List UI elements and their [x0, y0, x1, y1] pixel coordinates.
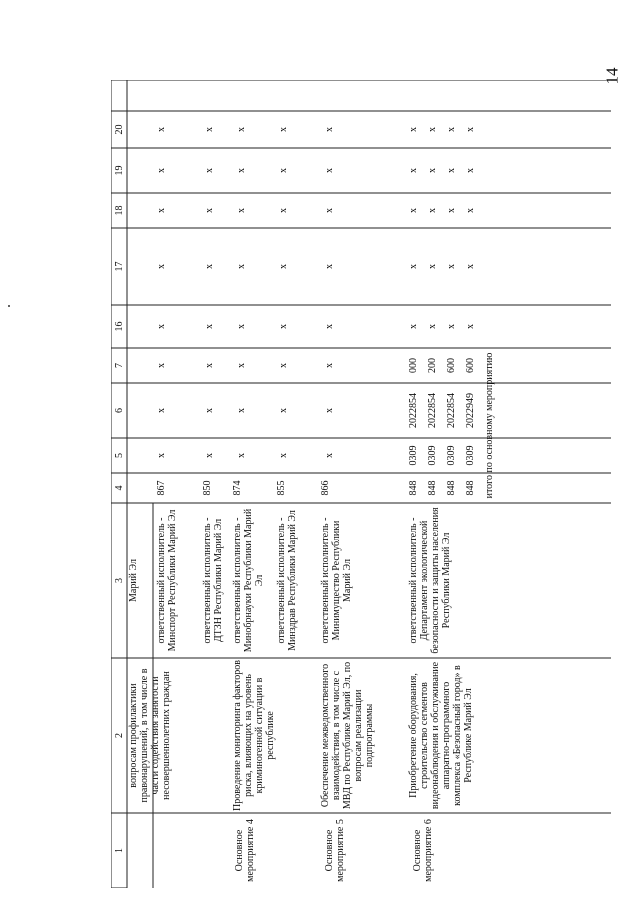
prev-responsible-tail: Марий Эл [128, 559, 139, 602]
header-col-7: 7 [114, 363, 125, 368]
col7-value: х [156, 363, 167, 368]
col20-value: х [446, 127, 457, 132]
measure-6-label: Основное мероприятие 6 [412, 819, 434, 882]
header-col-16: 16 [114, 321, 125, 332]
col18-value: х [324, 208, 335, 213]
col19-value: х [278, 168, 289, 173]
col16-value: х [408, 324, 419, 329]
col18-value: х [408, 208, 419, 213]
responsible-minobrnauki: ответственный исполнитель - Минобрнауки Республики Марий Эл [232, 508, 265, 653]
col7-value: 000 [408, 358, 419, 373]
col4-value: 850 [202, 480, 213, 496]
col4-value: 874 [232, 480, 243, 496]
col20-value: х [156, 127, 167, 132]
col19-value: х [446, 168, 457, 173]
col4-value: 848 [446, 480, 457, 496]
col5-value: х [278, 453, 289, 458]
col17-value: х [204, 264, 215, 269]
col17-value: х [465, 264, 476, 269]
col19-value: х [427, 168, 438, 173]
col6-value: х [236, 408, 247, 413]
header-col-1: 1 [114, 848, 125, 853]
col16-value: х [446, 324, 457, 329]
col4-value: 855 [276, 480, 287, 496]
col18-value: х [278, 208, 289, 213]
col6-value: х [204, 408, 215, 413]
col19-value: х [465, 168, 476, 173]
measure-6-description: Приобретение оборудования, строительство сегментов видеонаблюдения и обслуживание аппаратно-программного комплекса «Безопасный город» в Республике Марий Эл [408, 661, 474, 810]
col6-value: 2022854 [408, 393, 419, 428]
rotated-table [111, 80, 611, 888]
header-col-3: 3 [114, 578, 125, 583]
header-col-17: 17 [114, 261, 125, 272]
col17-value: х [156, 264, 167, 269]
col20-value: х [236, 127, 247, 132]
prev-measure-description: вопросам профилактики правонарушений, в том числе в части содействия занятости несовершеннолетних граждан [128, 668, 172, 803]
col20-value: х [324, 127, 335, 132]
responsible-minsport: ответственный исполнитель - Минспорт Республики Марий Эл [156, 509, 178, 652]
col18-value: х [204, 208, 215, 213]
col5-value: 0309 [427, 445, 438, 466]
col20-value: х [408, 127, 419, 132]
stray-dot [8, 305, 10, 307]
col7-value: х [204, 363, 215, 368]
responsible-minzdrav: ответственный исполнитель - Минздрав Республики Марий Эл [276, 510, 298, 651]
col16-value: х [324, 324, 335, 329]
col17-value: х [446, 264, 457, 269]
col19-value: х [408, 168, 419, 173]
col18-value: х [156, 208, 167, 213]
col17-value: х [236, 264, 247, 269]
col5-value: 0309 [408, 445, 419, 466]
col17-value: х [278, 264, 289, 269]
col7-value: х [324, 363, 335, 368]
col19-value: х [204, 168, 215, 173]
responsible-minimushchestvo: ответственный исполнитель - Минимущество Республики Марий Эл [320, 517, 353, 644]
header-col-6: 6 [114, 408, 125, 413]
col4-value: 848 [427, 480, 438, 496]
col18-value: х [446, 208, 457, 213]
col5-value: 0309 [465, 445, 476, 466]
col4-value: 866 [320, 480, 331, 496]
header-col-4: 4 [114, 485, 125, 491]
col4-value: 867 [156, 480, 167, 496]
col16-value: х [156, 324, 167, 329]
col16-value: х [204, 324, 215, 329]
col16-value: х [236, 324, 247, 329]
col18-value: х [465, 208, 476, 213]
col17-value: х [427, 264, 438, 269]
col6-value: 2022949 [465, 393, 476, 428]
col5-value: х [204, 453, 215, 458]
col6-value: х [324, 408, 335, 413]
col20-value: х [278, 127, 289, 132]
col5-value: 0309 [446, 445, 457, 466]
col7-value: 200 [427, 358, 438, 373]
col19-value: х [324, 168, 335, 173]
col18-value: х [427, 208, 438, 213]
col19-value: х [236, 168, 247, 173]
header-col-2: 2 [114, 733, 125, 738]
responsible-dtzn: ответственный исполнитель - ДТЗН Республики Марий Эл [202, 517, 224, 644]
header-col-19: 19 [114, 165, 125, 176]
col5-value: х [324, 453, 335, 458]
col18-value: х [236, 208, 247, 213]
col6-value: х [278, 408, 289, 413]
col6-value: 2022854 [446, 393, 457, 428]
col7-value: 600 [465, 358, 476, 373]
col16-value: х [465, 324, 476, 329]
header-col-5: 5 [114, 453, 125, 458]
col17-value: х [324, 264, 335, 269]
header-col-20: 20 [114, 124, 125, 135]
page-number: 14 [602, 67, 622, 85]
col17-value: х [408, 264, 419, 269]
col20-value: х [465, 127, 476, 132]
measure-5-label: Основное мероприятие 5 [324, 819, 346, 882]
col5-value: х [236, 453, 247, 458]
measure-4-label: Основное мероприятие 4 [234, 819, 256, 882]
measure-4-description: Проведение мониторинга факторов риска, влияющих на уровень криминогенной ситуации в республике [232, 660, 276, 811]
col7-value: х [236, 363, 247, 368]
col16-value: х [278, 324, 289, 329]
col6-value: 2022854 [427, 393, 438, 428]
col16-value: х [427, 324, 438, 329]
col19-value: х [156, 168, 167, 173]
col4-value: 848 [465, 480, 476, 496]
measure-6-total-label: итого по основному мероприятию [484, 352, 495, 499]
measure-5-description: Обеспечение межведомственного взаимодействия, в том числе с МВД по Республике Марий Эл, по вопросам реализации подпрограммы [320, 661, 375, 810]
col6-value: х [156, 408, 167, 413]
col20-value: х [204, 127, 215, 132]
col5-value: х [156, 453, 167, 458]
col7-value: 600 [446, 358, 457, 373]
header-col-18: 18 [114, 205, 125, 216]
col20-value: х [427, 127, 438, 132]
col4-value: 848 [408, 480, 419, 496]
responsible-dep-ecology: ответственный исполнитель - Департамент экологической безопасности и защиты населения Республики Марий Эл [408, 507, 452, 654]
col7-value: х [278, 363, 289, 368]
